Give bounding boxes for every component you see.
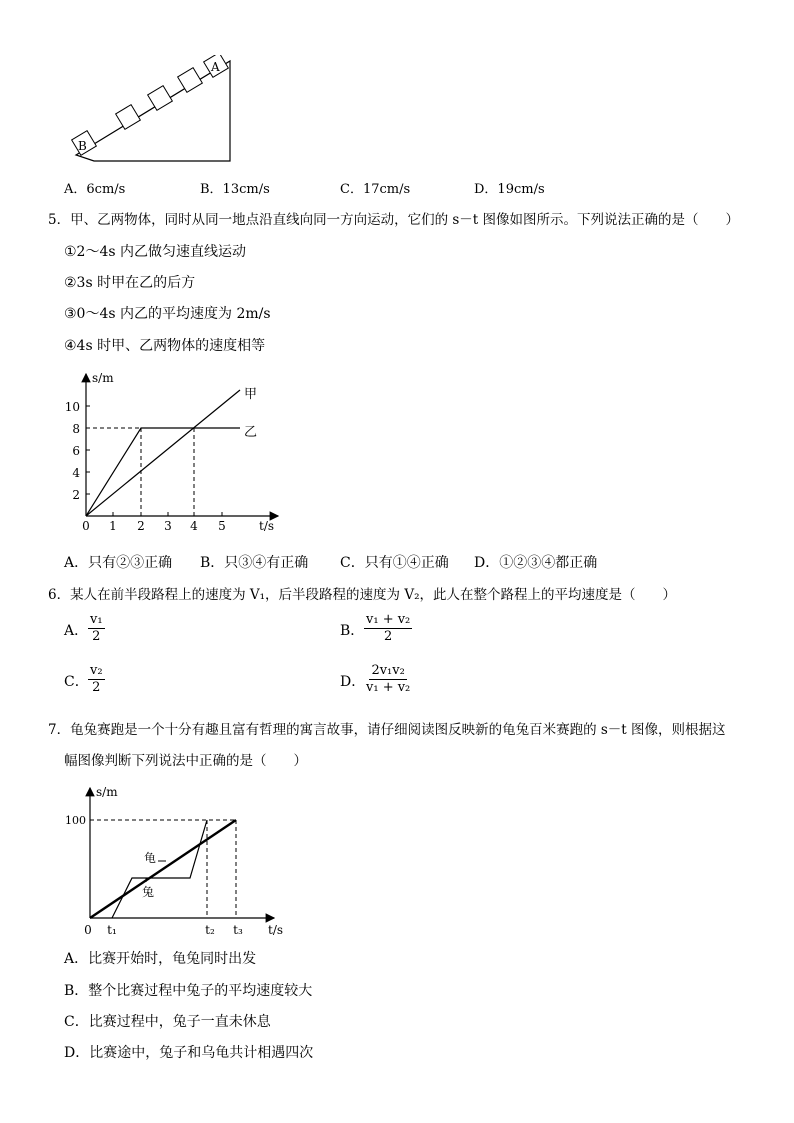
q7-st-graph bbox=[60, 782, 300, 942]
q5-x-tick-5: 5 bbox=[218, 519, 226, 533]
q5-stem: 5．甲、乙两物体，同时从同一地点沿直线向同一方向运动，它们的 s－t 图像如图所示。下列说法正确的是（ ） bbox=[48, 212, 740, 228]
q6-option-d-fraction bbox=[364, 663, 412, 696]
q5-x-axis-label: t/s bbox=[259, 519, 275, 533]
q6-option-c-letter: C． bbox=[64, 674, 89, 690]
q5-y-tick-8: 8 bbox=[72, 422, 80, 436]
q5-origin: 0 bbox=[82, 519, 90, 533]
q7-origin: 0 bbox=[84, 923, 92, 937]
q7-y-axis-label: s/m bbox=[96, 785, 118, 799]
q5-y-tick-4: 4 bbox=[72, 466, 80, 480]
q4-option-c: C．17cm/s bbox=[340, 182, 411, 197]
q7-stem-line1: 7．龟兔赛跑是一个十分有趣且富有哲理的寓言故事，请仔细阅读图反映新的龟兔百米赛跑的 s－t 图像，则根据这 bbox=[48, 722, 726, 738]
q4-option-a: A．6cm/s bbox=[64, 182, 126, 197]
q7-turtle-line bbox=[90, 820, 236, 918]
q5-x-tick-2: 2 bbox=[137, 519, 145, 533]
q6-option-c-num: v₂ bbox=[90, 663, 103, 678]
incline-figure bbox=[60, 55, 250, 170]
incline-label-b: B bbox=[78, 139, 87, 153]
q5-option-d: D．①②③④都正确 bbox=[474, 555, 598, 571]
q7-x-tick-t1: t₁ bbox=[107, 923, 117, 937]
q5-option-c: C．只有①④正确 bbox=[340, 555, 449, 571]
q6-option-a-num: v₁ bbox=[90, 612, 103, 627]
q5-label-yi: 乙 bbox=[244, 425, 258, 440]
q7-stem-line2: 幅图像判断下列说法中正确的是（ ） bbox=[64, 753, 307, 769]
q5-y-tick-6: 6 bbox=[72, 444, 80, 458]
q6-option-d-den: v₁ + v₂ bbox=[366, 680, 411, 695]
q4-option-d: D．19cm/s bbox=[474, 182, 545, 197]
q7-option-b: B．整个比赛过程中兔子的平均速度较大 bbox=[64, 983, 313, 999]
q6-option-b-letter: B． bbox=[340, 623, 365, 639]
q5-label-jia: 甲 bbox=[244, 387, 258, 402]
q6-stem: 6．某人在前半段路程上的速度为 V₁，后半段路程的速度为 V₂，此人在整个路程上的平均速度是（ ） bbox=[48, 587, 676, 603]
q6-option-b-den: 2 bbox=[384, 629, 393, 644]
q5-jia-line bbox=[86, 390, 240, 516]
q6-option-b-num: v₁ + v₂ bbox=[366, 612, 411, 627]
q5-y-tick-2: 2 bbox=[72, 488, 80, 502]
q6-option-a-den: 2 bbox=[92, 629, 101, 644]
q5-option-b: B．只③④有正确 bbox=[200, 555, 309, 571]
q5-statement-2: ②3s 时甲在乙的后方 bbox=[64, 275, 196, 291]
q5-statement-4: ④4s 时甲、乙两物体的速度相等 bbox=[64, 338, 266, 354]
q5-x-tick-1: 1 bbox=[109, 519, 117, 533]
q7-label-rabbit: 兔 bbox=[142, 885, 155, 899]
q6-option-d-letter: D． bbox=[340, 674, 366, 690]
q7-label-turtle: 龟 bbox=[144, 851, 157, 865]
q4-option-b: B．13cm/s bbox=[200, 182, 270, 197]
incline-label-a: A bbox=[211, 60, 220, 74]
q5-statement-3: ③0～4s 内乙的平均速度为 2m/s bbox=[64, 306, 271, 322]
q5-y-tick-10: 10 bbox=[64, 400, 80, 414]
q7-rabbit-line bbox=[112, 820, 207, 918]
q5-statement-1: ①2～4s 内乙做匀速直线运动 bbox=[64, 244, 246, 260]
q5-st-graph bbox=[60, 368, 290, 538]
q5-option-a: A．只有②③正确 bbox=[64, 555, 173, 571]
q6-option-d-num: 2v₁v₂ bbox=[371, 663, 405, 678]
q7-y-tick-100: 100 bbox=[65, 814, 86, 827]
q6-option-c-den: 2 bbox=[92, 680, 101, 695]
q7-option-c: C．比赛过程中，兔子一直未休息 bbox=[64, 1014, 271, 1030]
q6-option-a-letter: A． bbox=[64, 623, 89, 639]
q6-option-c-fraction bbox=[88, 663, 105, 696]
q5-x-tick-3: 3 bbox=[164, 519, 172, 533]
q5-y-axis-label: s/m bbox=[92, 371, 114, 385]
q5-x-tick-4: 4 bbox=[190, 519, 198, 533]
q7-option-a: A．比赛开始时，龟兔同时出发 bbox=[64, 951, 257, 967]
q7-x-tick-t2: t₂ bbox=[205, 923, 215, 937]
q7-x-tick-t3: t₃ bbox=[233, 923, 243, 937]
q6-option-a-fraction bbox=[88, 612, 105, 645]
q6-option-b-fraction bbox=[364, 612, 412, 645]
q5-yi-line bbox=[86, 428, 240, 516]
q7-option-d: D．比赛途中，兔子和乌龟共计相遇四次 bbox=[64, 1045, 314, 1061]
q7-x-axis-label: t/s bbox=[268, 923, 284, 937]
